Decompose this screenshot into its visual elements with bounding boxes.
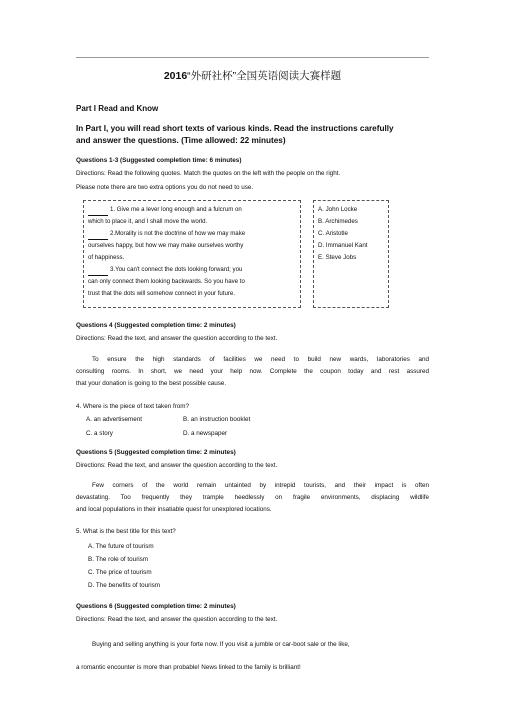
instructions-line: In Part I, you will read short texts of various kinds. Read the instructions carefully [76,124,394,133]
q4-option-d[interactable]: D. a newspaper [183,430,228,437]
q5-option-a[interactable]: A. The future of tourism [88,543,154,550]
q5-directions: Directions: Read the text, and answer the question according to the text. [76,462,278,469]
quote-line: ourselves happy, but how we may make ourselves worthy [88,242,244,249]
q5-option-b[interactable]: B. The role of tourism [88,556,149,563]
quote-line: 1. Give me a lever long enough and a fulcrum on [88,204,296,216]
q4-option-c[interactable]: C. a story [86,430,113,437]
person-option: C. Aristotle [318,230,348,237]
q4-option-b[interactable]: B. an instruction booklet [183,416,251,423]
title-year: 2016 [163,70,188,82]
quote-line: of happiness. [88,254,125,261]
q6-directions: Directions: Read the text, and answer the question according to the text. [76,616,278,623]
part-instructions [76,123,436,147]
q4-heading: Questions 4 (Suggested completion time: 2 minutes) [76,322,236,329]
person-option: A. John Locke [318,206,358,213]
answer-blank-2[interactable] [88,232,108,240]
q6-heading: Questions 6 (Suggested completion time: 2 minutes) [76,603,236,610]
q1-3-heading: Questions 1-3 (Suggested completion time: 6 minutes) [76,157,242,164]
q4-text: To ensure the high standards of facilities we need to build new wards, laboratories and consulting rooms. In short, we need your help now. Complete the coupon today and rest assured that your donation is going to the best possible cause. [76,356,429,387]
q6-text: Buying and selling anything is your forte now. If you visit a jumble or car-boot sale or the like, a romantic encounter is more than probable! News linked to the family is brilliant! [76,641,350,671]
people-box [313,200,389,308]
q5-text: Few corners of the world remain untainted by intrepid tourists, and their impact is often devastating. Too frequently they trample heedlessly on fragile environments, displacing wildlife and local populations in their insatiable quest for unexplored locations. [76,482,429,513]
q5-question: 5. What is the best title for this text? [76,528,176,535]
page-title [0,68,505,83]
quote-line: can only connect them looking backwards. So you have to [88,278,245,285]
q4-directions: Directions: Read the text, and answer the question according to the text. [76,335,278,342]
q5-heading: Questions 5 (Suggested completion time: 2 minutes) [76,449,236,456]
title-text: “外研社杯”全国英语阅读大赛样题 [187,70,342,82]
header-rule [76,57,429,58]
quote-line: which to place it, and I shall move the world. [88,218,208,225]
q1-3-directions-line: Directions: Read the following quotes. Match the quotes on the left with the people on the right. [76,170,341,177]
instructions-line: and answer the questions. (Time allowed: 22 minutes) [76,136,286,145]
q1-3-directions-line: Please note there are two extra options you do not need to use. [76,184,254,191]
q5-option-d[interactable]: D. The benefits of tourism [88,582,160,589]
person-option: D. Immanuel Kant [318,242,368,249]
quote-line: 2.Morality is not the doctrine of how we may make [88,228,296,240]
person-option: E. Steve Jobs [318,254,357,261]
answer-blank-3[interactable] [88,268,108,276]
quotes-box [83,200,301,308]
quote-line: 3.You can't connect the dots looking forward; you [88,264,296,276]
person-option: B. Archimedes [318,218,358,225]
q5-option-c[interactable]: C. The price of tourism [88,569,152,576]
quote-line: trust that the dots will somehow connect in your future. [88,290,235,297]
answer-blank-1[interactable] [88,208,108,216]
q4-question: 4. Where is the piece of text taken from? [76,403,190,410]
q4-option-a[interactable]: A. an advertisement [86,416,143,423]
part-heading: Part I Read and Know [76,104,159,113]
